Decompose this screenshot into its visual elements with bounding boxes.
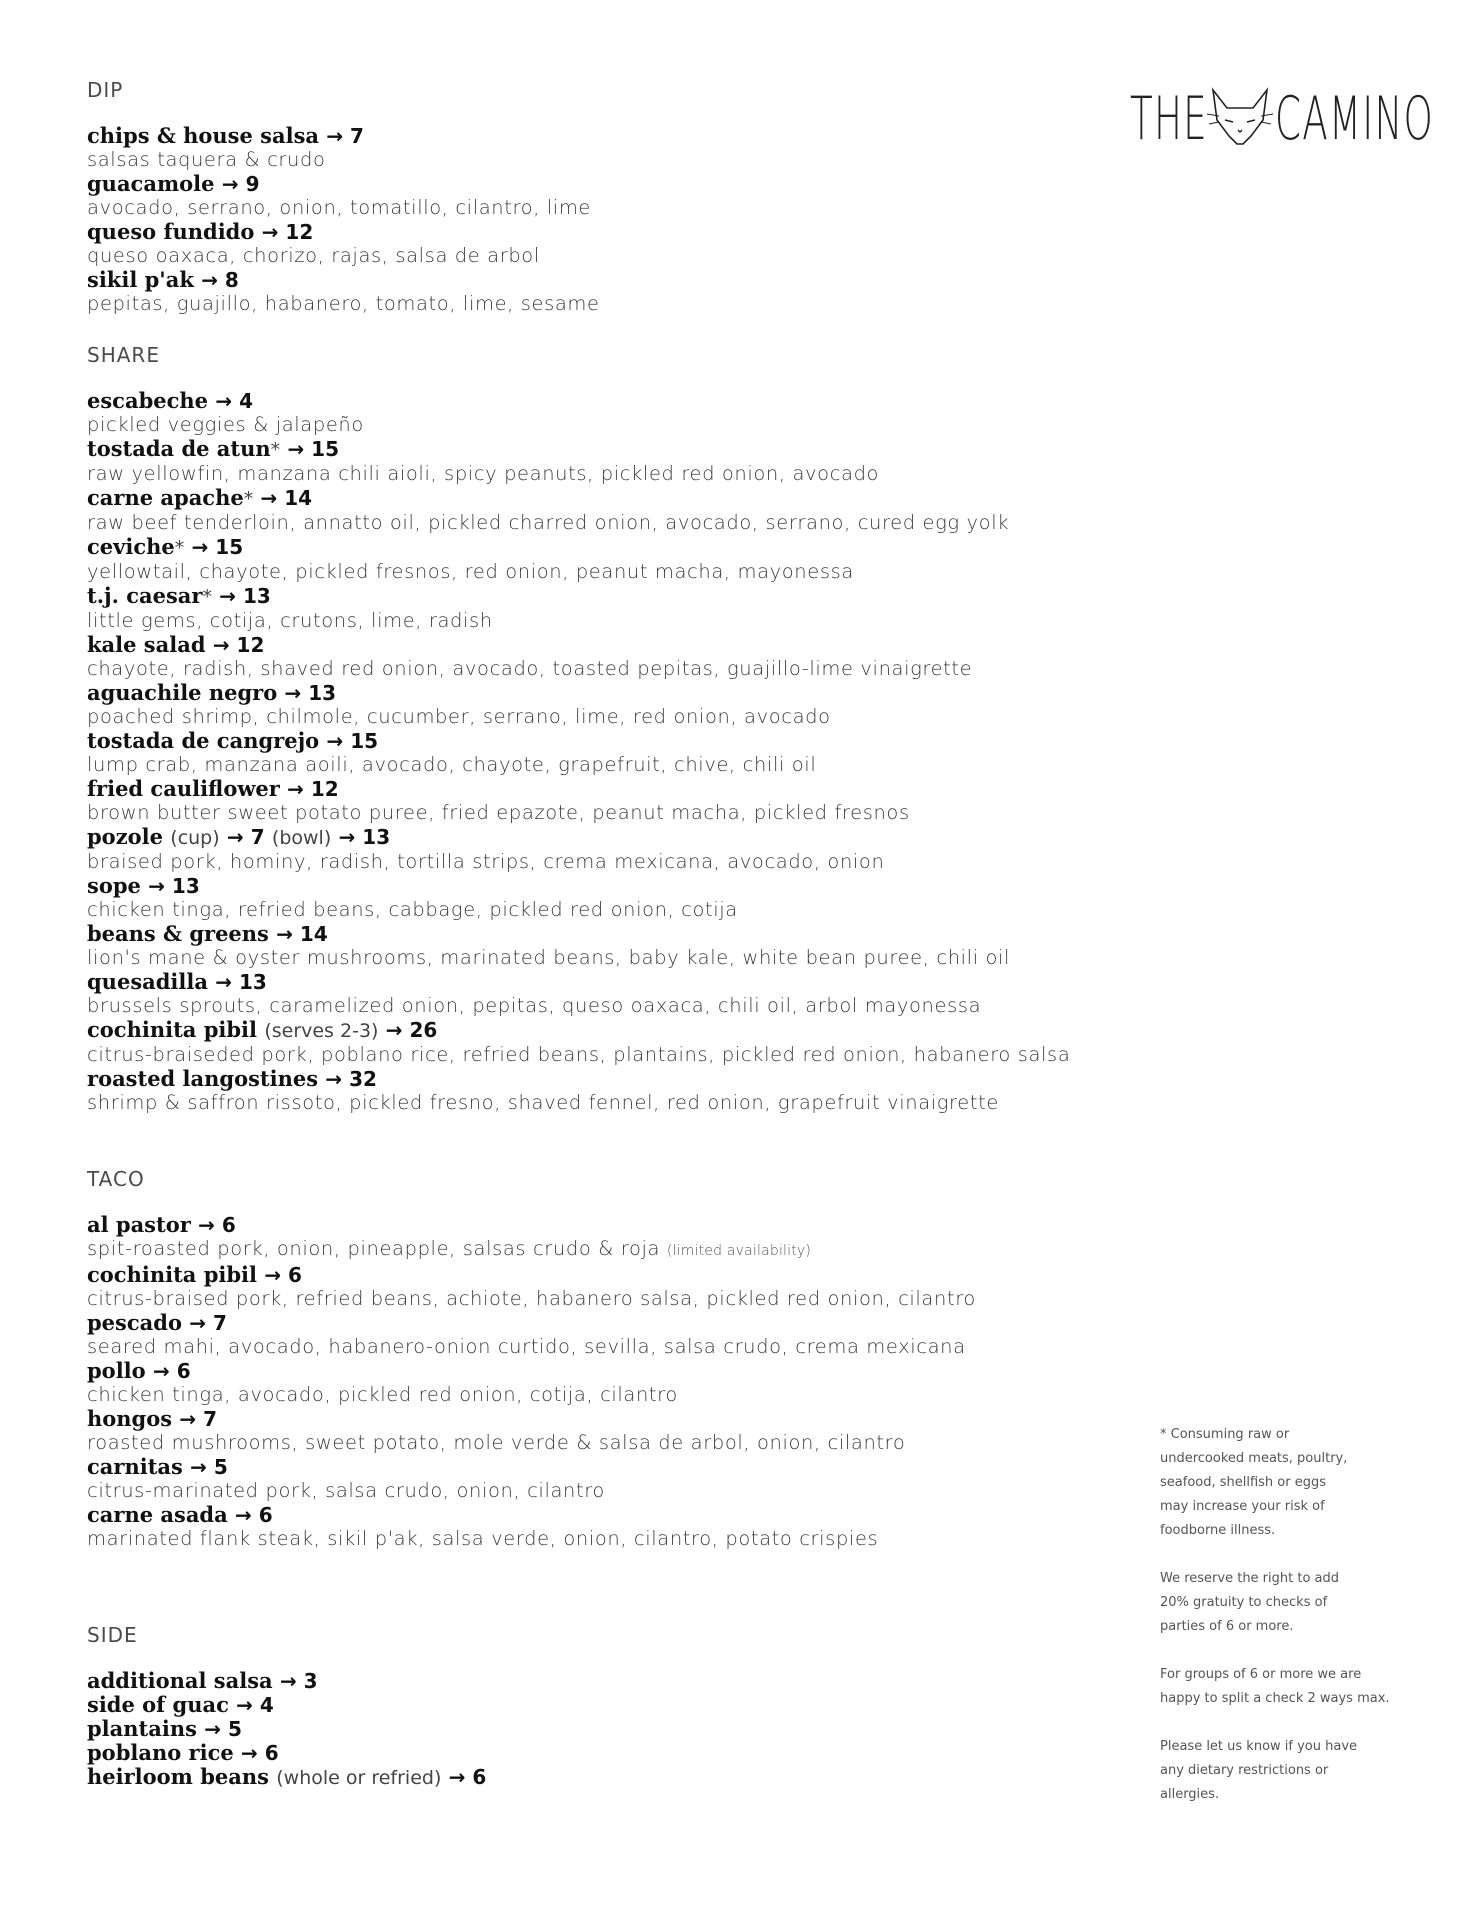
- item-description: [87, 705, 1147, 729]
- menu-item-title-line: [87, 1741, 1147, 1765]
- cat-icon: [1205, 86, 1275, 152]
- item-name: al pastor: [87, 1212, 191, 1237]
- footnotes: [1160, 1423, 1410, 1831]
- menu-item: [87, 1765, 1147, 1790]
- item-price: → 6: [198, 1213, 236, 1237]
- menu-item-title-line: [87, 1067, 1147, 1091]
- menu-item-title-line: [87, 1263, 1147, 1287]
- item-name: cochinita pibil: [87, 1017, 257, 1042]
- item-description: [87, 511, 1147, 535]
- menu-item-title-line: [87, 1018, 1147, 1043]
- menu-item-title-line: [87, 1311, 1147, 1335]
- section-title: SIDE: [87, 1623, 138, 1647]
- item-price: → 6: [448, 1765, 487, 1789]
- menu-item: [87, 970, 1147, 1018]
- item-price: → 7: [226, 825, 265, 849]
- item-price: → 15: [191, 535, 244, 559]
- menu-item-title-line: [87, 1765, 1147, 1790]
- menu-item: [87, 1741, 1147, 1765]
- menu-item: [87, 1503, 1147, 1551]
- item-price: → 4: [236, 1693, 274, 1717]
- item-price: → 12: [261, 220, 314, 244]
- item-name: pollo: [87, 1358, 146, 1383]
- item-description-text: pepitas, guajillo, habanero, tomato, lime, sesame: [87, 292, 600, 315]
- item-name: aguachile negro: [87, 680, 278, 705]
- menu-item-title-line: [87, 1669, 1147, 1693]
- menu-item: [87, 1693, 1147, 1717]
- menu-item: [87, 1455, 1147, 1503]
- item-price: → 6: [152, 1359, 191, 1383]
- menu-item-title-line: [87, 486, 1147, 511]
- item-description: [87, 1527, 1147, 1551]
- menu-item-title-line: [87, 633, 1147, 657]
- footnote: For groups of 6 or more we are happy to split a check 2 ways max.: [1160, 1667, 1390, 1706]
- item-price: → 6: [235, 1503, 273, 1527]
- menu-item: [87, 874, 1147, 922]
- menu-section-taco: [87, 1167, 1147, 1551]
- item-description: [87, 292, 1147, 316]
- item-description-text: roasted mushrooms, sweet potato, mole verde & salsa de arbol, onion, cilantro: [87, 1431, 906, 1454]
- item-description: [87, 801, 1147, 825]
- menu-item: [87, 389, 1147, 437]
- item-description-text: spit-roasted pork, onion, pineapple, salsas crudo & roja: [87, 1237, 661, 1260]
- item-description-text: brussels sprouts, caramelized onion, pepitas, queso oaxaca, chili oil, arbol mayonessa: [87, 994, 982, 1017]
- brand-logo: [1130, 84, 1435, 154]
- menu-item: [87, 584, 1147, 633]
- menu-item-title-line: [87, 535, 1147, 560]
- item-name: tostada de cangrejo: [87, 728, 320, 753]
- item-description: [87, 1091, 1147, 1115]
- menu-item-title-line: [87, 1693, 1147, 1717]
- item-price: → 15: [287, 437, 340, 461]
- item-price: → 12: [287, 777, 339, 801]
- footnote: Please let us know if you have any dietary restrictions or allergies.: [1160, 1739, 1358, 1802]
- menu-item: [87, 1018, 1147, 1067]
- item-description-text: lump crab, manzana aoili, avocado, chayote, grapefruit, chive, chili oil: [87, 753, 817, 776]
- item-description: [87, 462, 1147, 486]
- item-description-text: shrimp & saffron rissoto, pickled fresno, shaved fennel, red onion, grapefruit vinaigrette: [87, 1091, 999, 1114]
- menu-item-title-line: [87, 825, 1147, 850]
- item-description-text: chicken tinga, refried beans, cabbage, pickled red onion, cotija: [87, 898, 738, 921]
- item-name: pescado: [87, 1310, 182, 1335]
- item-description: [87, 196, 1147, 220]
- menu-item: [87, 1359, 1147, 1407]
- menu-section-dip: [87, 78, 1147, 316]
- item-description-text: pickled veggies & jalapeño: [87, 413, 364, 436]
- item-name: fried cauliflower: [87, 776, 280, 801]
- item-price: → 5: [204, 1717, 242, 1741]
- item-name: plantains: [87, 1716, 197, 1741]
- item-name: hongos: [87, 1406, 173, 1431]
- item-description-text: little gems, cotija, crutons, lime, radish: [87, 609, 493, 632]
- raw-notice-star: *: [174, 537, 185, 559]
- item-name: kale salad: [87, 632, 206, 657]
- item-description: [87, 898, 1147, 922]
- item-name: tostada de atun: [87, 436, 271, 461]
- item-price: → 5: [190, 1455, 228, 1479]
- item-description: [87, 413, 1147, 437]
- item-size-note: (whole or refried): [276, 1767, 442, 1789]
- menu-item: [87, 1407, 1147, 1455]
- menu-item-list: [87, 389, 1147, 1115]
- item-description-text: lion's mane & oyster mushrooms, marinated beans, baby kale, white bean puree, chili oil: [87, 946, 1011, 969]
- menu-item: [87, 681, 1147, 729]
- item-name: pozole: [87, 824, 163, 849]
- item-description: [87, 1479, 1147, 1503]
- item-name: heirloom beans: [87, 1764, 269, 1789]
- item-price: → 13: [215, 970, 267, 994]
- menu-item-title-line: [87, 437, 1147, 462]
- item-description-text: brown butter sweet potato puree, fried epazote, peanut macha, pickled fresnos: [87, 801, 910, 824]
- item-name: queso fundido: [87, 219, 255, 244]
- menu-item: [87, 220, 1147, 268]
- item-description-text: citrus-braiseded pork, poblano rice, refried beans, plantains, pickled red onion, habanero salsa: [87, 1043, 1071, 1066]
- menu-item-title-line: [87, 584, 1147, 609]
- menu-item: [87, 1311, 1147, 1359]
- menu-item-title-line: [87, 220, 1147, 244]
- menu-item-title-line: [87, 124, 1147, 148]
- item-price: → 6: [241, 1741, 279, 1765]
- item-name: poblano rice: [87, 1740, 234, 1765]
- raw-notice-star: *: [202, 586, 212, 608]
- logo-word-right: CAMINO: [1275, 84, 1435, 154]
- menu-item: [87, 268, 1147, 316]
- item-name: beans & greens: [87, 921, 277, 946]
- item-name: carnitas: [87, 1454, 183, 1479]
- item-description: [87, 1383, 1147, 1407]
- item-description: [87, 1287, 1147, 1311]
- item-price-2: → 13: [338, 825, 391, 849]
- item-description-text: salsas taquera & crudo: [87, 148, 326, 171]
- item-name: chips & house salsa: [87, 123, 319, 148]
- menu-item-title-line: [87, 1213, 1147, 1237]
- item-description-text: citrus-braised pork, refried beans, achiote, habanero salsa, pickled red onion, cilantro: [87, 1287, 976, 1310]
- item-description-text: citrus-marinated pork, salsa crudo, onion, cilantro: [87, 1479, 605, 1502]
- menu-item-title-line: [87, 268, 1147, 292]
- menu-item-title-line: [87, 970, 1147, 994]
- menu: [87, 78, 1147, 1817]
- menu-item: [87, 1263, 1147, 1311]
- item-size-note-2: (bowl): [271, 827, 332, 849]
- item-name: sikil p'ak: [87, 267, 194, 292]
- menu-item-list: [87, 1213, 1147, 1551]
- item-description-text: seared mahi, avocado, habanero-onion curtido, sevilla, salsa crudo, crema mexicana: [87, 1335, 966, 1358]
- item-description: [87, 244, 1147, 268]
- menu-item-title-line: [87, 1359, 1147, 1383]
- menu-item: [87, 729, 1147, 777]
- menu-item-list: [87, 1669, 1147, 1790]
- item-price: → 7: [189, 1311, 227, 1335]
- item-price: → 3: [279, 1669, 318, 1693]
- item-price: → 14: [276, 922, 328, 946]
- section-title: SHARE: [87, 343, 160, 367]
- item-description-text: braised pork, hominy, radish, tortilla strips, crema mexicana, avocado, onion: [87, 850, 885, 873]
- menu-section-side: [87, 1623, 1147, 1790]
- menu-item: [87, 1717, 1147, 1741]
- item-description: [87, 946, 1147, 970]
- menu-item-title-line: [87, 1407, 1147, 1431]
- menu-item: [87, 1669, 1147, 1693]
- item-name: cochinita pibil: [87, 1262, 257, 1287]
- item-name: guacamole: [87, 171, 215, 196]
- item-price: → 13: [148, 874, 200, 898]
- item-description: [87, 994, 1147, 1018]
- item-description: [87, 657, 1147, 681]
- item-name: roasted langostines: [87, 1066, 319, 1091]
- item-name: carne apache: [87, 485, 244, 510]
- item-name: additional salsa: [87, 1668, 273, 1693]
- item-description-text: raw beef tenderloin, annatto oil, pickled charred onion, avocado, serrano, cured egg yolk: [87, 511, 1010, 534]
- item-name: sope: [87, 873, 141, 898]
- item-description: [87, 148, 1147, 172]
- item-name: carne asada: [87, 1502, 228, 1527]
- menu-item: [87, 1067, 1147, 1115]
- menu-item-title-line: [87, 1717, 1147, 1741]
- item-price: → 7: [179, 1407, 218, 1431]
- item-description-text: chayote, radish, shaved red onion, avocado, toasted pepitas, guajillo-lime vinaigrette: [87, 657, 973, 680]
- menu-item-title-line: [87, 874, 1147, 898]
- item-price: → 4: [215, 389, 253, 413]
- logo-word-left: THE: [1130, 84, 1208, 154]
- item-description: [87, 1043, 1147, 1067]
- item-description: [87, 1335, 1147, 1359]
- menu-item: [87, 535, 1147, 584]
- menu-item: [87, 486, 1147, 535]
- item-price: → 7: [326, 124, 364, 148]
- item-price: → 13: [284, 681, 337, 705]
- menu-item-title-line: [87, 729, 1147, 753]
- menu-section-share: [87, 343, 1147, 1115]
- item-price: → 15: [326, 729, 379, 753]
- menu-item: [87, 437, 1147, 486]
- item-price: → 26: [385, 1018, 438, 1042]
- menu-item: [87, 777, 1147, 825]
- item-description-text: marinated flank steak, sikil p'ak, salsa verde, onion, cilantro, potato crispies: [87, 1527, 879, 1550]
- section-title: TACO: [87, 1167, 145, 1191]
- item-description-text: queso oaxaca, chorizo, rajas, salsa de arbol: [87, 244, 540, 267]
- item-price: → 13: [219, 584, 271, 608]
- item-price: → 6: [264, 1263, 302, 1287]
- item-name: ceviche: [87, 534, 175, 559]
- item-description: [87, 1431, 1147, 1455]
- item-description-text: yellowtail, chayote, pickled fresnos, red onion, peanut macha, mayonessa: [87, 560, 854, 583]
- item-description-text: avocado, serrano, onion, tomatillo, cilantro, lime: [87, 196, 592, 219]
- item-description: [87, 1237, 1147, 1263]
- item-name: side of guac: [87, 1692, 229, 1717]
- menu-item-title-line: [87, 172, 1147, 196]
- menu-item-list: [87, 124, 1147, 316]
- item-name: t.j. caesar: [87, 583, 203, 608]
- raw-notice-star: *: [270, 439, 281, 461]
- raw-notice-star: *: [243, 488, 254, 510]
- item-price: → 14: [260, 486, 313, 510]
- menu-item-title-line: [87, 1455, 1147, 1479]
- availability-note: (limited availability): [666, 1243, 812, 1259]
- menu-item-title-line: [87, 922, 1147, 946]
- menu-item-title-line: [87, 389, 1147, 413]
- menu-item: [87, 124, 1147, 172]
- footnote: * Consuming raw or undercooked meats, poultry, seafood, shellfish or eggs may increase your risk of foodborne illness.: [1160, 1427, 1348, 1538]
- item-description: [87, 560, 1147, 584]
- footnote: We reserve the right to add 20% gratuity to checks of parties of 6 or more.: [1160, 1571, 1340, 1634]
- item-price: → 32: [325, 1067, 377, 1091]
- item-description-text: raw yellowfin, manzana chili aioli, spicy peanuts, pickled red onion, avocado: [87, 462, 880, 485]
- item-description: [87, 753, 1147, 777]
- item-price: → 12: [212, 633, 265, 657]
- item-description: [87, 850, 1147, 874]
- menu-item: [87, 172, 1147, 220]
- item-size-note: (serves 2-3): [264, 1020, 379, 1042]
- menu-item-title-line: [87, 681, 1147, 705]
- menu-item: [87, 633, 1147, 681]
- item-size-note: (cup): [170, 827, 220, 849]
- item-name: escabeche: [87, 388, 209, 413]
- item-name: quesadilla: [87, 969, 208, 994]
- item-description: [87, 609, 1147, 633]
- item-description-text: poached shrimp, chilmole, cucumber, serrano, lime, red onion, avocado: [87, 705, 831, 728]
- menu-item-title-line: [87, 1503, 1147, 1527]
- menu-item: [87, 922, 1147, 970]
- menu-item-title-line: [87, 777, 1147, 801]
- section-title: DIP: [87, 78, 124, 102]
- item-description-text: chicken tinga, avocado, pickled red onion, cotija, cilantro: [87, 1383, 678, 1406]
- item-price: → 8: [201, 268, 239, 292]
- menu-item: [87, 825, 1147, 874]
- menu-item: [87, 1213, 1147, 1263]
- item-price: → 9: [221, 172, 260, 196]
